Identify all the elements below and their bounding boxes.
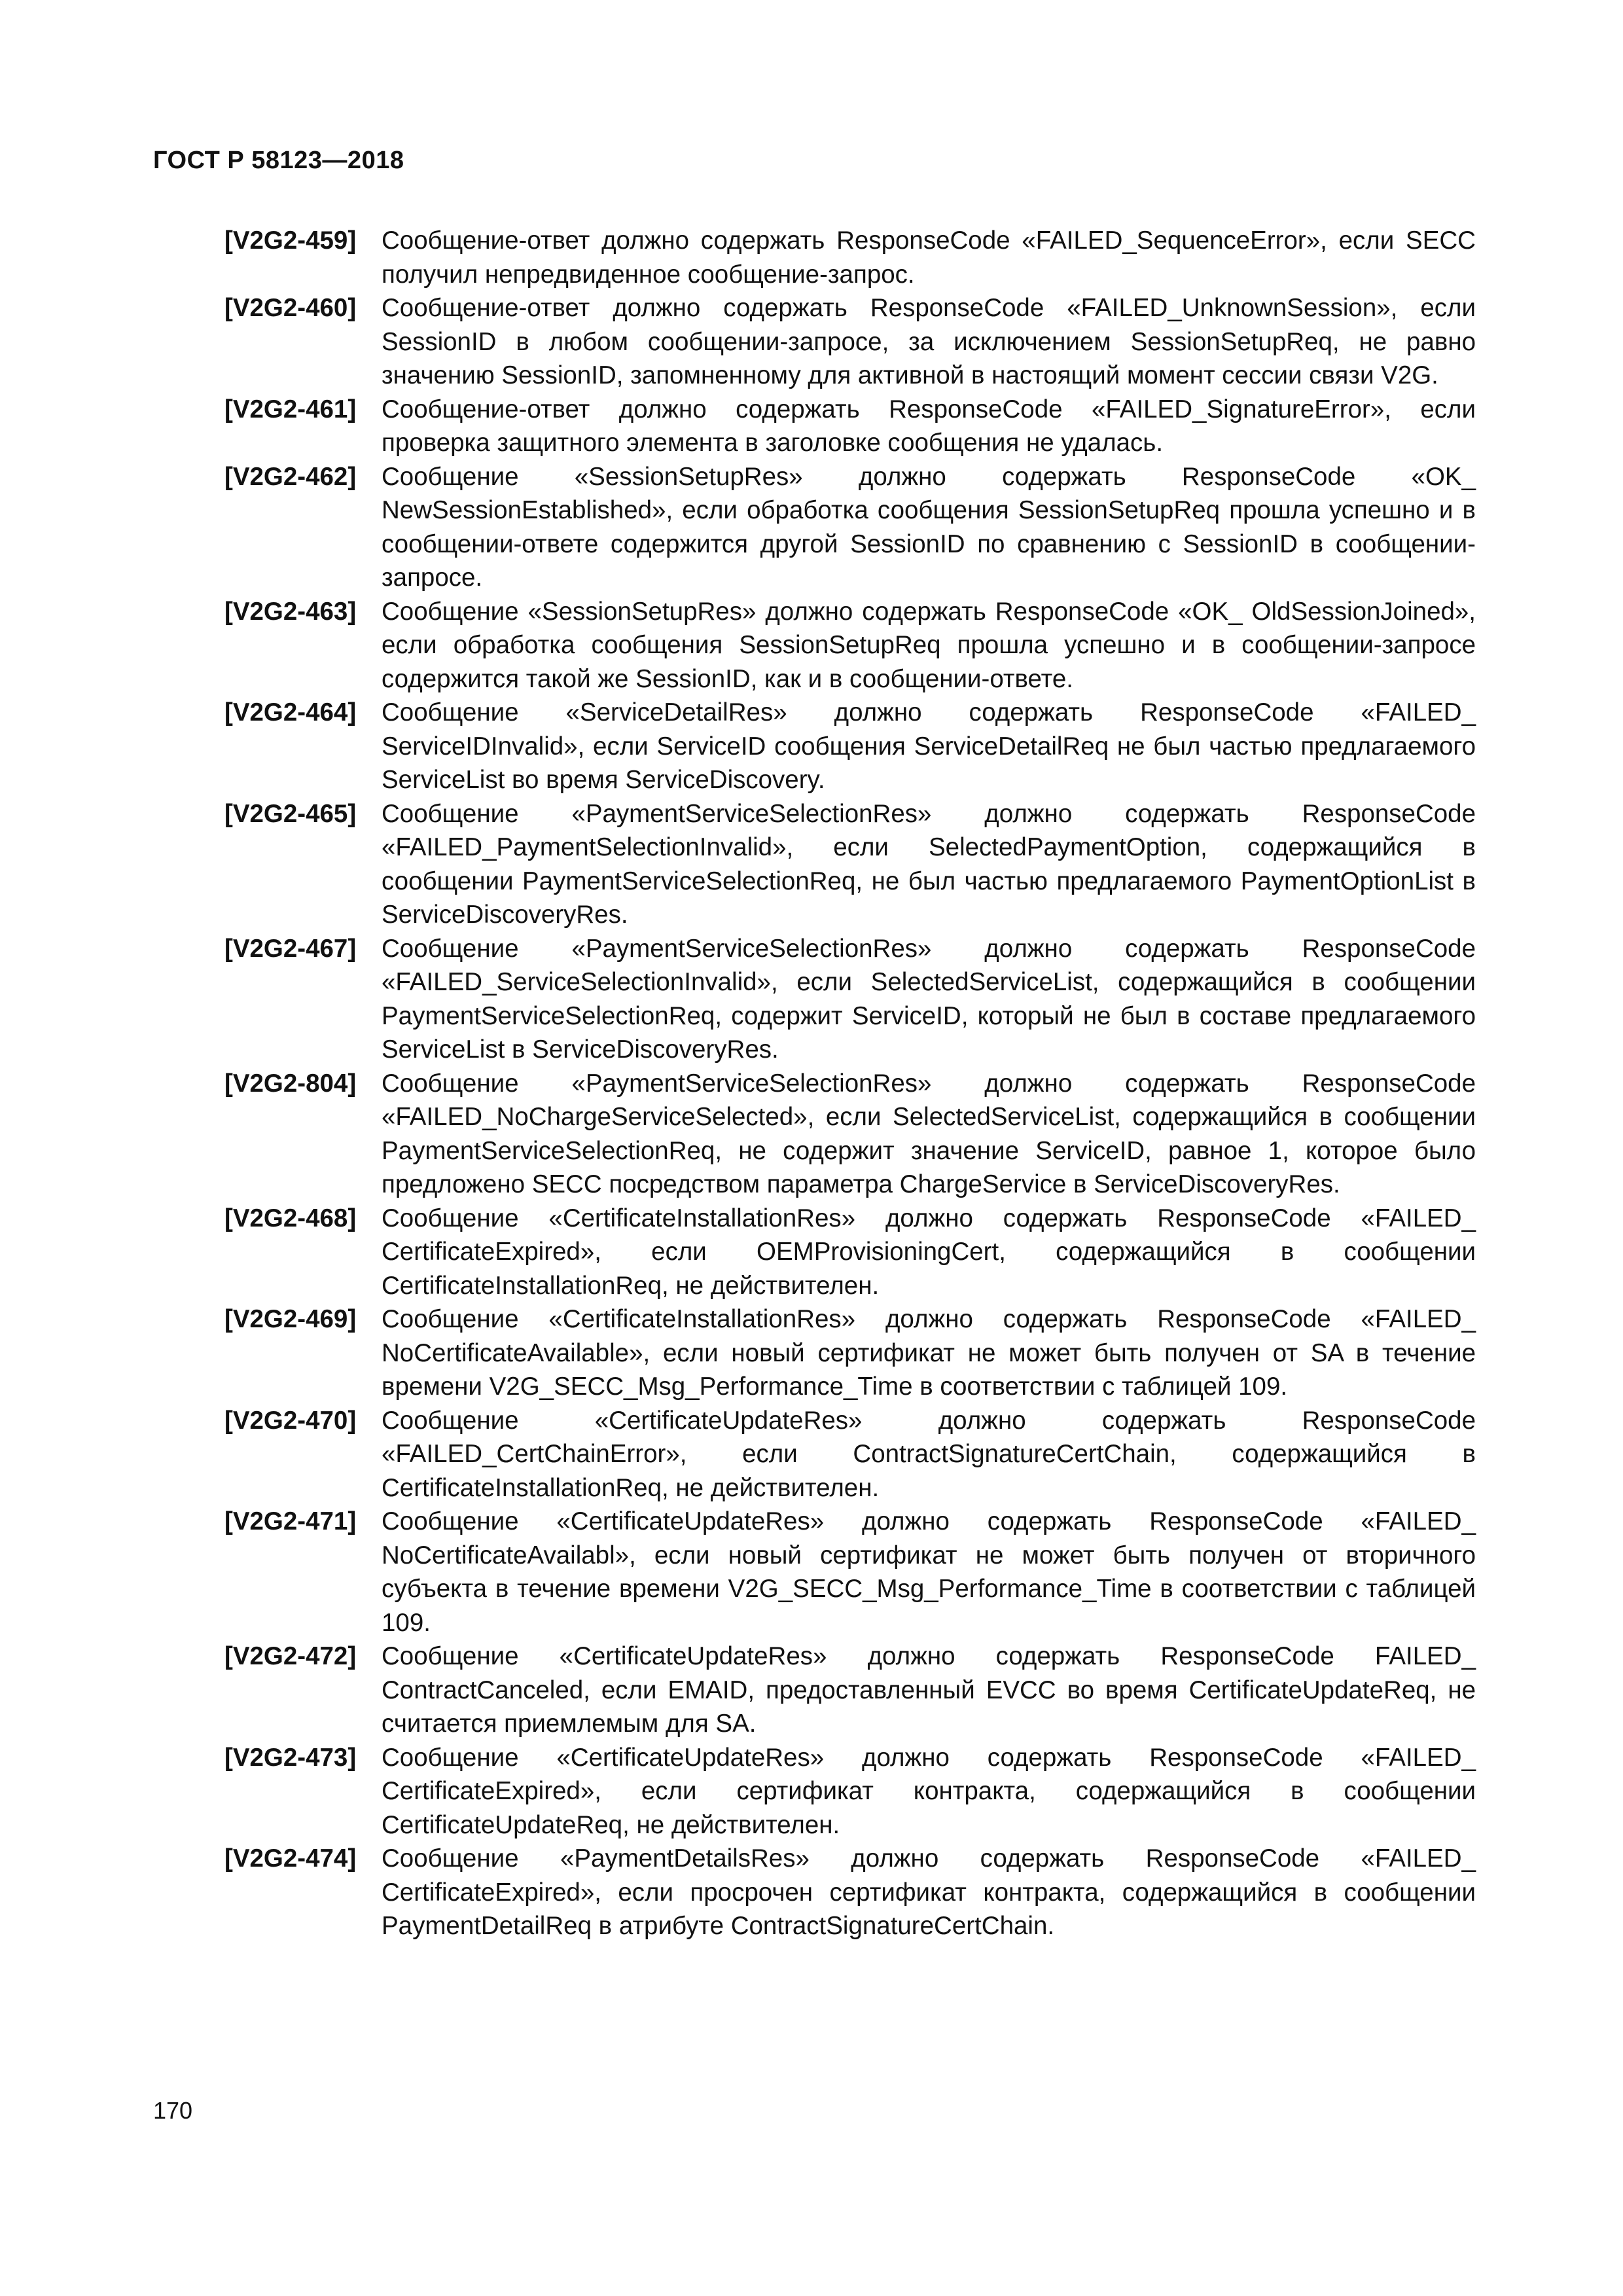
requirement-id: [V2G2-462] <box>224 462 357 491</box>
requirement-item <box>224 460 1476 595</box>
requirement-id: [V2G2-463] <box>224 597 357 626</box>
requirement-id: [V2G2-459] <box>224 226 357 255</box>
requirement-item <box>224 1404 1476 1505</box>
requirement-item <box>224 1640 1476 1741</box>
requirement-id: [V2G2-471] <box>224 1507 357 1535</box>
requirement-item <box>224 696 1476 797</box>
requirement-text: Сообщение «CertificateUpdateRes» должно содержать ResponseCode «FAILED_ NoCertificateAvailabl», если новый сертификат не может быть получен от вторичного субъекта в течение времени V2G_SECC_Msg_Performance_Time в соответствии с таблицей 109. <box>382 1507 1476 1637</box>
requirement-id: [V2G2-469] <box>224 1305 357 1333</box>
requirement-item <box>224 291 1476 393</box>
requirement-item <box>224 932 1476 1067</box>
requirement-id: [V2G2-467] <box>224 934 357 963</box>
requirements-list <box>224 224 1476 1943</box>
requirement-id: [V2G2-461] <box>224 395 357 423</box>
requirement-text: Сообщение «PaymentDetailsRes» должно содержать ResponseCode «FAILED_ CertificateExpired», если просрочен сертификат контракта, содержащийся в сообщении PaymentDetailReq в атрибуте ContractSignatureCertChain. <box>382 1844 1476 1940</box>
requirement-text: Сообщение «CertificateUpdateRes» должно содержать ResponseCode «FAILED_ CertificateExpired», если сертификат контракта, содержащийся в сообщении CertificateUpdateReq, не действителен. <box>382 1743 1476 1839</box>
requirement-item <box>224 1067 1476 1202</box>
requirement-text: Сообщение «SessionSetupRes» должно содержать ResponseCode «OK_ OldSessionJoined», если обработка сообщения SessionSetupReq прошла успешно и в сообщении-запросе содержится такой же SessionID, как и в сообщении-ответе. <box>382 597 1476 693</box>
requirement-id: [V2G2-473] <box>224 1743 357 1772</box>
requirement-item <box>224 1302 1476 1404</box>
requirement-item <box>224 393 1476 460</box>
requirement-text: Сообщение-ответ должно содержать ResponseCode «FAILED_UnknownSession», если SessionID в любом сообщении-запросе, за исключением SessionSetupReq, не равно значению SessionID, запомненному для активной в настоящий момент сессии связи V2G. <box>382 294 1476 389</box>
requirement-text: Сообщение-ответ должно содержать ResponseCode «FAILED_SequenceError», если SECC получил непредвиденное сообщение-запрос. <box>382 226 1476 289</box>
requirement-id: [V2G2-472] <box>224 1642 357 1670</box>
requirement-text: Сообщение «PaymentServiceSelectionRes» должно содержать ResponseCode «FAILED_PaymentSelectionInvalid», если SelectedPaymentOption, содержащийся в сообщении PaymentServiceSelectionReq, не был частью предлагаемого PaymentOptionList в ServiceDiscoveryRes. <box>382 799 1476 929</box>
requirement-text: Сообщение «PaymentServiceSelectionRes» должно содержать ResponseCode «FAILED_NoChargeServiceSelected», если SelectedServiceList, содержащийся в сообщении PaymentServiceSelectionReq, не содержит значение ServiceID, равное 1, которое было предложено SECC посредством параметра ChargeService в ServiceDiscoveryRes. <box>382 1069 1476 1198</box>
requirement-item <box>224 224 1476 291</box>
requirement-text: Сообщение «PaymentServiceSelectionRes» должно содержать ResponseCode «FAILED_ServiceSelectionInvalid», если SelectedServiceList, содержащийся в сообщении PaymentServiceSelectionReq, содержит ServiceID, который не был в составе предлагаемого ServiceList в ServiceDiscoveryRes. <box>382 934 1476 1064</box>
requirement-id: [V2G2-474] <box>224 1844 357 1873</box>
requirement-id: [V2G2-804] <box>224 1069 357 1098</box>
requirement-id: [V2G2-465] <box>224 799 357 828</box>
requirement-id: [V2G2-460] <box>224 294 357 322</box>
requirement-item <box>224 1741 1476 1842</box>
document-header: ГОСТ Р 58123—2018 <box>153 147 404 174</box>
requirement-text: Сообщение «SessionSetupRes» должно содержать ResponseCode «OK_ NewSessionEstablished», если обработка сообщения SessionSetupReq прошла успешно и в сообщении-ответе содержится другой SessionID по сравнению с SessionID в сообщении-запросе. <box>382 462 1476 592</box>
requirement-item <box>224 595 1476 696</box>
requirement-text: Сообщение «ServiceDetailRes» должно содержать ResponseCode «FAILED_ ServiceIDInvalid», если ServiceID сообщения ServiceDetailReq не был частью предлагаемого ServiceList во время ServiceDiscovery. <box>382 698 1476 794</box>
requirement-text: Сообщение-ответ должно содержать ResponseCode «FAILED_SignatureError», если проверка защитного элемента в заголовке сообщения не удалась. <box>382 395 1476 457</box>
requirement-item <box>224 1505 1476 1640</box>
requirement-text: Сообщение «CertificateUpdateRes» должно содержать ResponseCode FAILED_ ContractCanceled, если EMAID, предоставленный EVCC во время CertificateUpdateReq, не считается приемлемым для SA. <box>382 1642 1476 1738</box>
requirement-id: [V2G2-464] <box>224 698 357 726</box>
requirement-id: [V2G2-470] <box>224 1406 357 1435</box>
requirement-item <box>224 797 1476 932</box>
page-number: 170 <box>153 2097 193 2124</box>
requirement-item <box>224 1202 1476 1303</box>
requirement-text: Сообщение «CertificateUpdateRes» должно содержать ResponseCode «FAILED_CertChainError», если ContractSignatureCertChain, содержащийся в CertificateInstallationReq, не действителен. <box>382 1406 1476 1502</box>
requirement-text: Сообщение «CertificateInstallationRes» должно содержать ResponseCode «FAILED_ CertificateExpired», если OEMProvisioningCert, содержащийся в сообщении CertificateInstallationReq, не действителен. <box>382 1204 1476 1300</box>
requirement-text: Сообщение «CertificateInstallationRes» должно содержать ResponseCode «FAILED_ NoCertificateAvailable», если новый сертификат не может быть получен от SA в течение времени V2G_SECC_Msg_Performance_Time в соответствии с таблицей 109. <box>382 1305 1476 1401</box>
requirement-item <box>224 1842 1476 1943</box>
requirement-id: [V2G2-468] <box>224 1204 357 1232</box>
